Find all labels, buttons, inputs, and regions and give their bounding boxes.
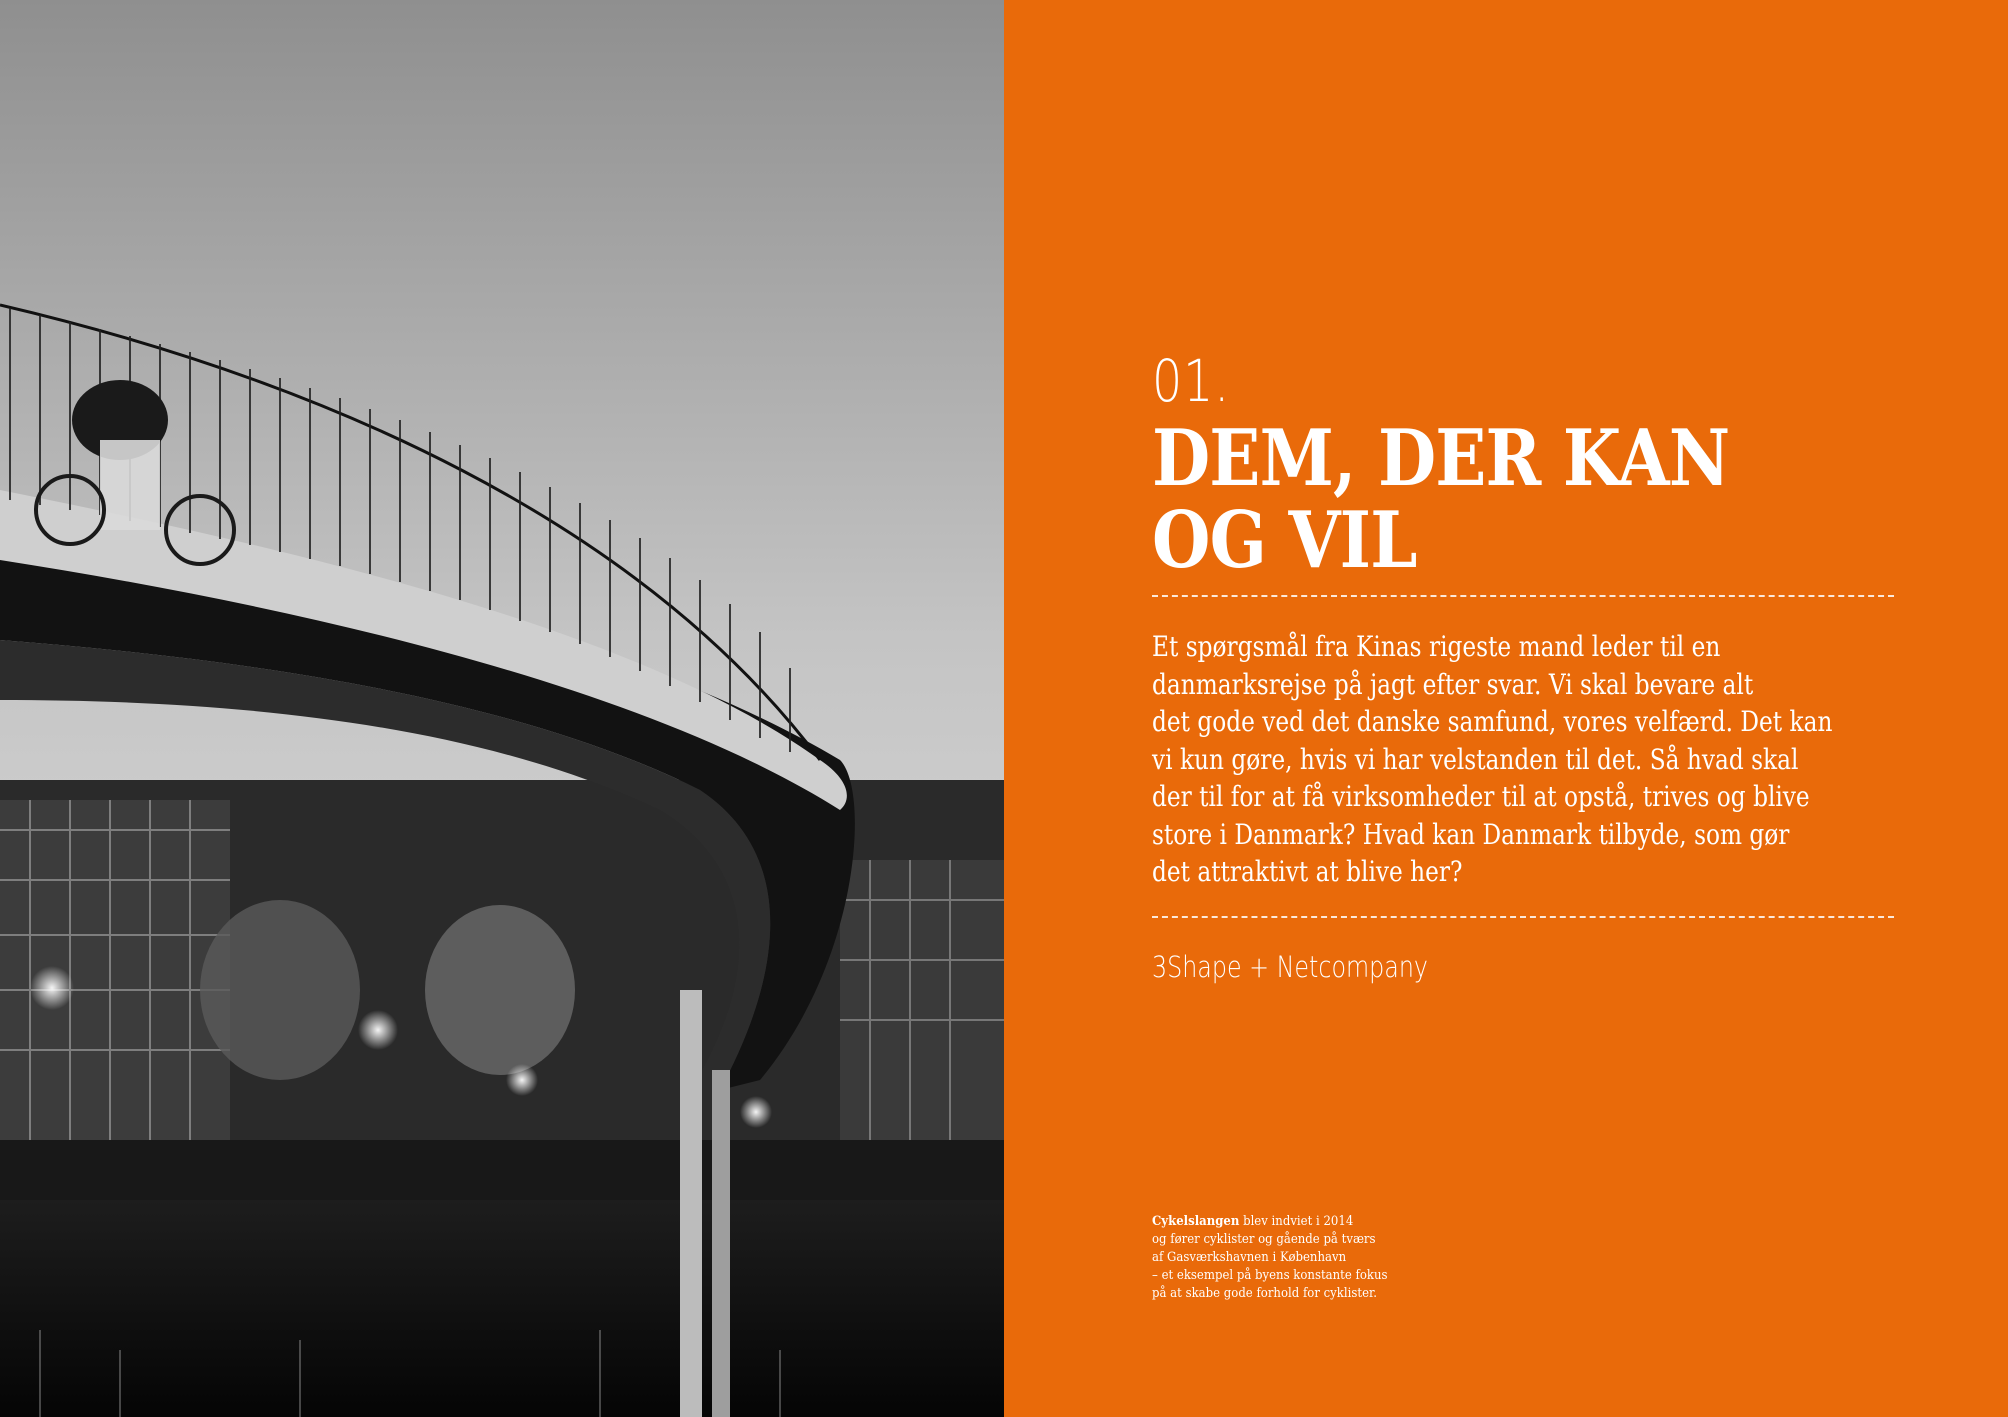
intro-line: vi kun gøre, hvis vi har velstanden til det. Så hvad skal <box>1152 742 1799 776</box>
intro-line: det gode ved det danske samfund, vores velfærd. Det kan <box>1152 705 1833 738</box>
caption-line: på at skabe gode forhold for cyklister. <box>1152 1286 1378 1301</box>
photo-caption <box>1152 1213 1440 1303</box>
dashed-divider-top <box>1152 595 1894 597</box>
chapter-title-line: DEM, DER KAN <box>1152 413 1730 504</box>
chapter-panel <box>1004 0 2008 1417</box>
caption-first-line-rest: blev indviet i 2014 <box>1239 1214 1354 1229</box>
chapter-title-line: OG VIL <box>1152 495 1417 586</box>
intro-line: Et spørgsmål fra Kinas rigeste mand leder til en <box>1152 630 1721 663</box>
intro-line: der til for at få virksomheder til at opstå, trives og blive <box>1152 780 1810 813</box>
caption-line <box>1152 1213 1440 1231</box>
caption-line: – et eksempel på byens konstante fokus <box>1152 1268 1388 1283</box>
caption-bold-lead: Cykelslangen <box>1152 1214 1240 1229</box>
intro-line: danmarksrejse på jagt efter svar. Vi skal bevare alt <box>1152 667 1754 701</box>
caption-line: og fører cyklister og gående på tværs <box>1152 1232 1376 1247</box>
intro-line: det attraktivt at blive her? <box>1152 855 1463 888</box>
dashed-divider-bottom <box>1152 916 1894 918</box>
caption-line: af Gasværkshavnen i København <box>1152 1250 1347 1265</box>
intro-paragraph <box>1152 628 1866 891</box>
intro-line: store i Danmark? Hvad kan Danmark tilbyde, som gør <box>1152 817 1790 851</box>
featured-companies: 3Shape + Netcompany <box>1152 950 1428 984</box>
chapter-number: 01. <box>1152 347 1231 415</box>
chapter-title <box>1152 413 1806 586</box>
